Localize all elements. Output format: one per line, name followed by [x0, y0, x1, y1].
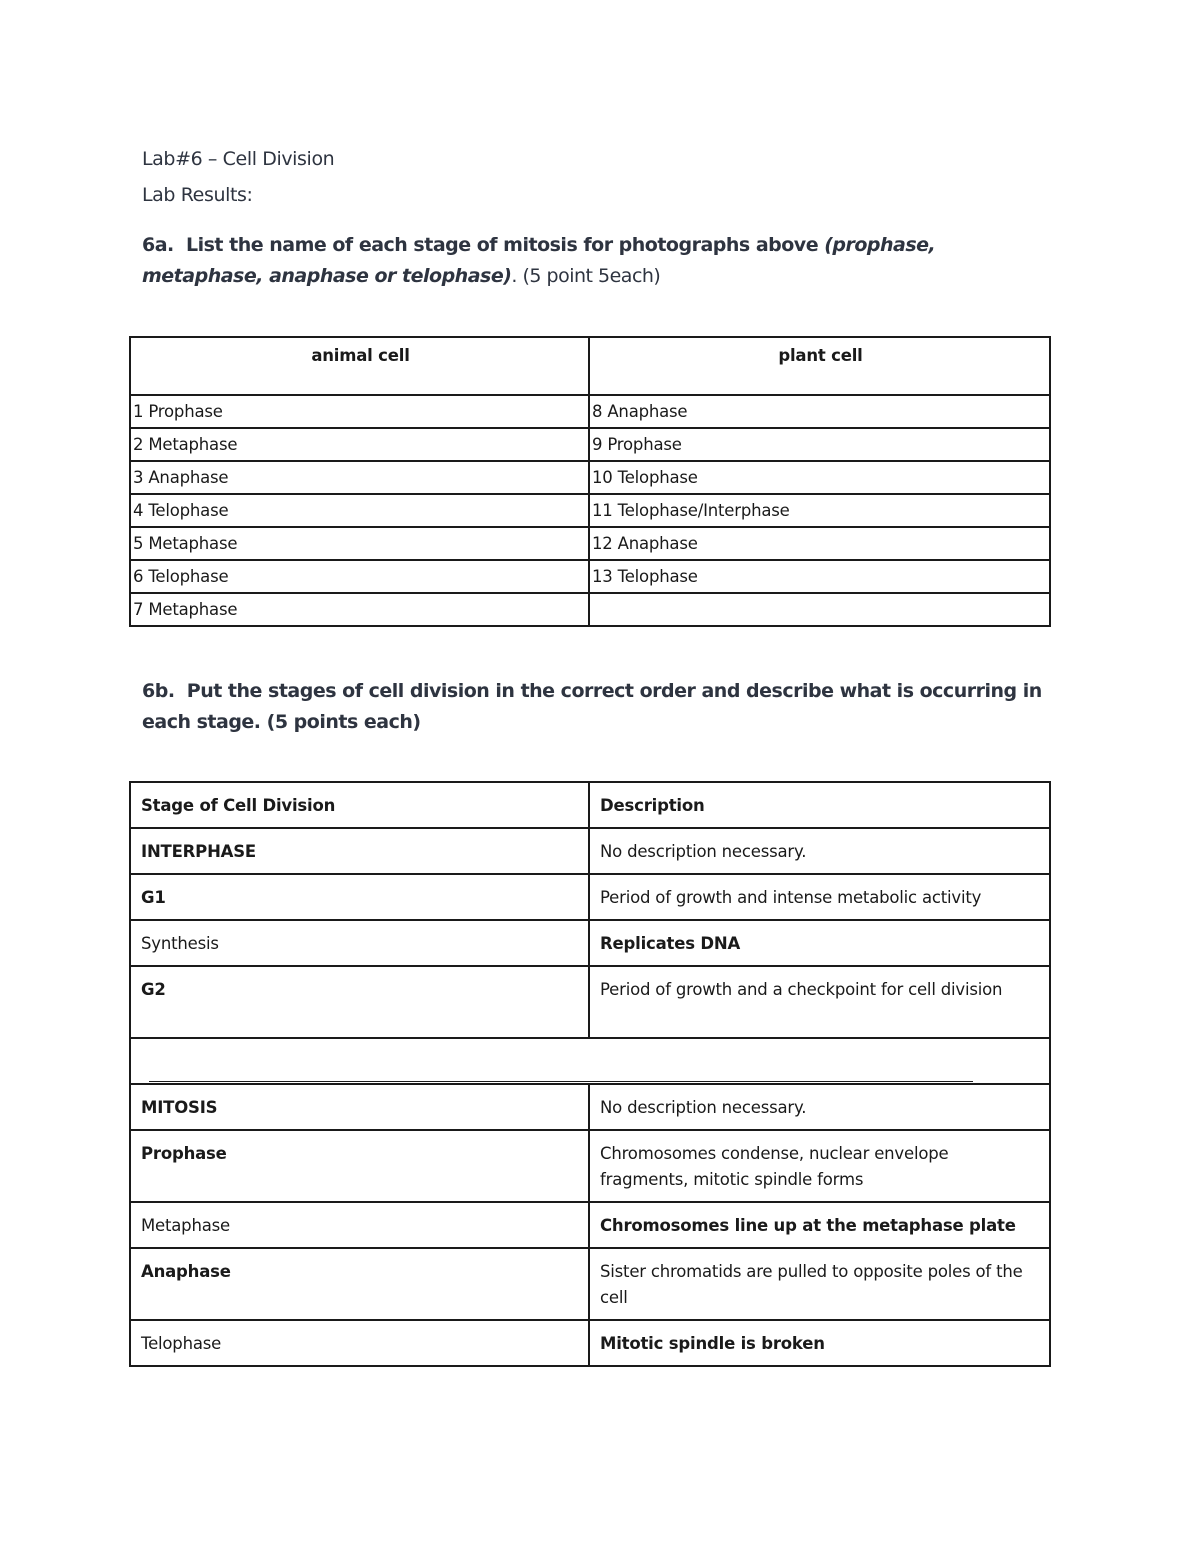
question-6b [142, 676, 1062, 738]
header-plant-cell: plant cell [589, 337, 1050, 395]
lab-results-label: Lab Results: [142, 184, 253, 206]
table-cell [589, 593, 1050, 626]
table-cell: 10 Telophase [589, 461, 1050, 494]
table-cell: 12 Anaphase [589, 527, 1050, 560]
cell-division-table [129, 781, 1051, 1367]
stage-anaphase: Anaphase [130, 1248, 589, 1320]
stage-interphase: INTERPHASE [130, 828, 589, 874]
header-description: Description [589, 782, 1050, 828]
stage-synthesis: Synthesis [130, 920, 589, 966]
stage-mitosis: MITOSIS [130, 1084, 589, 1130]
table-row [130, 494, 1050, 527]
stage-g2: G2 [130, 966, 589, 1038]
table-cell: 2 Metaphase [130, 428, 589, 461]
divider-line [149, 1081, 973, 1082]
question-6a-points: . (5 point 5each) [511, 265, 661, 287]
cell-division-table-header [130, 782, 1050, 828]
stage-prophase: Prophase [130, 1130, 589, 1202]
question-6a-text: List the name of each stage of mitosis for photographs above [186, 234, 819, 256]
description-anaphase: Sister chromatids are pulled to opposite poles of the cell [589, 1248, 1050, 1320]
description-g1: Period of growth and intense metabolic activity [589, 874, 1050, 920]
table-row [130, 560, 1050, 593]
stage-g1: G1 [130, 874, 589, 920]
table-row [130, 828, 1050, 874]
table-row [130, 1320, 1050, 1366]
stage-telophase: Telophase [130, 1320, 589, 1366]
question-6b-number: 6b. [142, 680, 175, 702]
table-cell: 9 Prophase [589, 428, 1050, 461]
question-6a-options: (prophase, metaphase, anaphase or telophase) [142, 234, 936, 287]
divider-cell [130, 1038, 1050, 1084]
table-row [130, 966, 1050, 1038]
description-synthesis: Replicates DNA [589, 920, 1050, 966]
page-title: Lab#6 – Cell Division [142, 148, 335, 170]
table-row [130, 428, 1050, 461]
description-mitosis: No description necessary. [589, 1084, 1050, 1130]
description-telophase: Mitotic spindle is broken [589, 1320, 1050, 1366]
question-6b-text: Put the stages of cell division in the correct order and describe what is occurring in each stage. (5 points each) [142, 680, 1042, 733]
header-animal-cell: animal cell [130, 337, 589, 395]
header-stage: Stage of Cell Division [130, 782, 589, 828]
description-prophase: Chromosomes condense, nuclear envelope fragments, mitotic spindle forms [589, 1130, 1050, 1202]
table-cell: 11 Telophase/Interphase [589, 494, 1050, 527]
stages-table [129, 336, 1051, 627]
table-cell: 4 Telophase [130, 494, 589, 527]
table-row [130, 527, 1050, 560]
table-cell: 3 Anaphase [130, 461, 589, 494]
stages-table-header [130, 337, 1050, 395]
table-row [130, 1084, 1050, 1130]
table-row [130, 1130, 1050, 1202]
table-cell: 5 Metaphase [130, 527, 589, 560]
table-row [130, 1248, 1050, 1320]
table-row [130, 874, 1050, 920]
table-row [130, 461, 1050, 494]
question-6a-number: 6a. [142, 234, 174, 256]
table-row [130, 920, 1050, 966]
table-row [130, 1202, 1050, 1248]
question-6a [142, 230, 1062, 292]
table-row-divider [130, 1038, 1050, 1084]
table-cell: 6 Telophase [130, 560, 589, 593]
description-metaphase: Chromosomes line up at the metaphase plate [589, 1202, 1050, 1248]
table-cell: 1 Prophase [130, 395, 589, 428]
table-cell: 13 Telophase [589, 560, 1050, 593]
table-row [130, 593, 1050, 626]
table-row [130, 395, 1050, 428]
table-cell: 8 Anaphase [589, 395, 1050, 428]
table-cell: 7 Metaphase [130, 593, 589, 626]
description-g2: Period of growth and a checkpoint for cell division [589, 966, 1050, 1038]
description-interphase: No description necessary. [589, 828, 1050, 874]
stage-metaphase: Metaphase [130, 1202, 589, 1248]
